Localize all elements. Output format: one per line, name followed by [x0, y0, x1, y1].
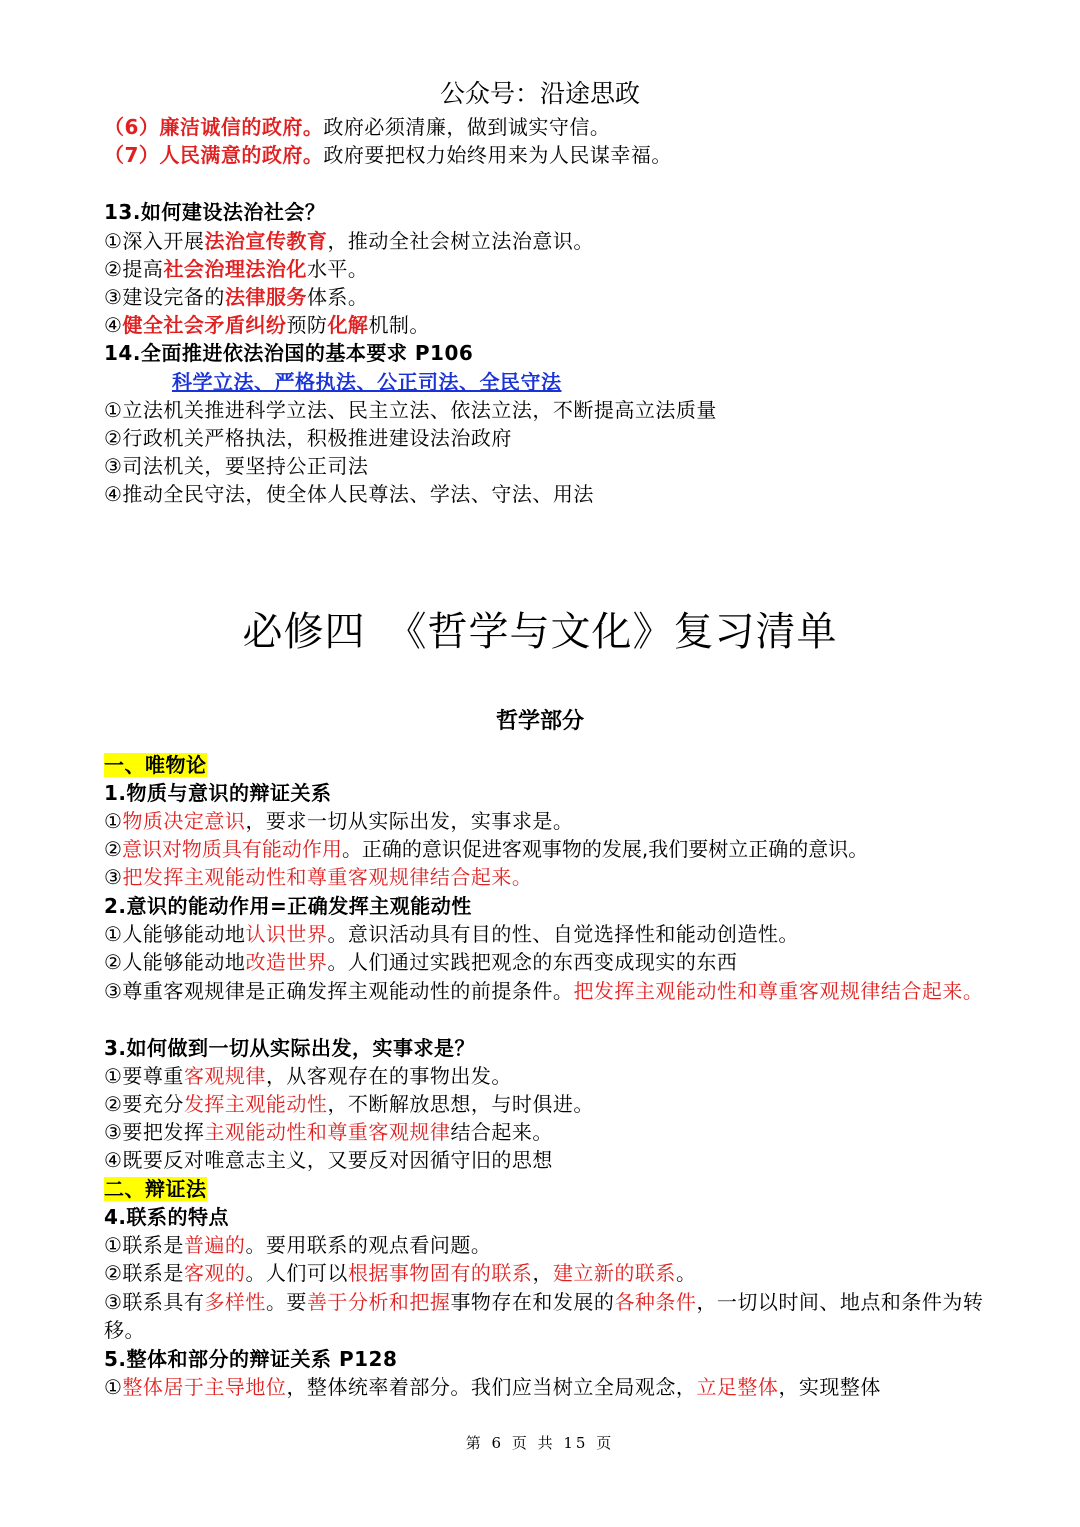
text: ①人能够能动地 — [104, 922, 246, 946]
q14-item-4: ④推动全民守法，使全体人民尊法、学法、守法、用法 — [104, 482, 594, 506]
text: 。意识活动具有目的性、自觉选择性和能动创造性。 — [327, 922, 799, 946]
q5-item-1 — [104, 1373, 984, 1401]
highlight: 化解 — [327, 313, 369, 337]
q2-title: 2.意识的能动作用=正确发挥主观能动性 — [104, 894, 472, 918]
highlight: 建立新的联系 — [552, 1261, 676, 1285]
text: ， — [532, 1261, 553, 1285]
highlight: 善于分析和把握 — [306, 1290, 451, 1314]
text: ③要把发挥 — [104, 1120, 205, 1144]
q14-item-3: ③司法机关，要坚持公正司法 — [104, 454, 369, 478]
highlight: 法治宣传教育 — [204, 229, 328, 253]
gov-item-7 — [104, 141, 984, 169]
q2-item-3 — [104, 977, 984, 1005]
page-footer: 第 6 页 共 15 页 — [465, 1434, 615, 1452]
q3-item-4: ④既要反对唯意志主义，又要反对因循守旧的思想 — [104, 1148, 553, 1172]
q13-item-3 — [104, 283, 984, 311]
text: 结合起来。 — [450, 1120, 553, 1144]
part1-heading — [104, 751, 984, 779]
text: 预防 — [286, 313, 328, 337]
q13-item-4 — [104, 311, 984, 339]
text: 。 — [675, 1261, 697, 1285]
q1-item-2 — [104, 835, 984, 863]
text: ②人能够能动地 — [104, 950, 246, 974]
text: ②要充分 — [104, 1092, 184, 1116]
q13-item-1 — [104, 227, 984, 255]
text: ，不断解放思想，与时俱进。 — [327, 1092, 594, 1116]
q1-title: 1.物质与意识的辩证关系 — [104, 781, 332, 805]
highlight: 多样性 — [204, 1290, 266, 1314]
text: ①联系是 — [104, 1233, 184, 1257]
text: ③尊重客观规律是正确发挥主观能动性的前提条件。 — [104, 979, 574, 1003]
q3-item-1 — [104, 1062, 984, 1090]
q13-title: 13.如何建设法治社会？ — [104, 200, 326, 224]
highlight: 发挥主观能动性 — [183, 1092, 328, 1116]
main-title: 必修四 《哲学与文化》复习清单 — [242, 609, 838, 655]
highlight: 把发挥主观能动性和尊重客观规律结合起来。 — [122, 865, 533, 889]
q3-item-3 — [104, 1118, 984, 1146]
highlight: 改造世界 — [245, 950, 328, 974]
q3-item-2 — [104, 1090, 984, 1118]
highlight: 客观的 — [183, 1261, 246, 1285]
q5-title: 5.整体和部分的辩证关系 P128 — [104, 1347, 398, 1371]
q4-item-2 — [104, 1259, 984, 1287]
text: ，一切以时间、地点和条件为转移。 — [104, 1290, 984, 1342]
text: 。正确的意识促进客观事物的发展,我们要树立正确的意识。 — [341, 837, 869, 861]
q13-item-2 — [104, 255, 984, 283]
text: 。要 — [265, 1290, 307, 1314]
highlight: 根据事物固有的联系 — [347, 1261, 533, 1285]
section-title: 哲学部分 — [495, 709, 584, 734]
q1-item-3 — [104, 863, 984, 891]
highlight: 物质决定意识 — [122, 809, 246, 833]
q4-title: 4.联系的特点 — [104, 1205, 230, 1229]
part2-heading — [104, 1175, 984, 1203]
text: ②提高 — [104, 257, 164, 281]
text: ① — [104, 1375, 123, 1399]
text: ③建设完备的 — [104, 285, 225, 309]
highlight: 健全社会矛盾纠纷 — [122, 313, 287, 337]
text: ③ — [104, 865, 123, 889]
text: ①要尊重 — [104, 1064, 184, 1088]
q2-item-2 — [104, 948, 984, 976]
text: ① — [104, 809, 123, 833]
highlight: 普遍的 — [183, 1233, 246, 1257]
gov-item-6 — [104, 113, 984, 141]
q14-title: 14.全面推进依法治国的基本要求 P106 — [104, 341, 474, 365]
text: ，推动全社会树立法治意识。 — [327, 229, 594, 253]
highlight: 意识对物质具有能动作用 — [121, 837, 342, 861]
text: ，实现整体 — [778, 1375, 881, 1399]
highlight: 立足整体 — [696, 1375, 779, 1399]
highlight: 法律服务 — [224, 285, 307, 309]
text: 机制。 — [368, 313, 430, 337]
page-header: 公众号：沿途思政 — [439, 79, 640, 108]
q4-item-3 — [104, 1288, 984, 1344]
q14-subtitle — [172, 368, 1052, 396]
text: ，整体统率着部分。我们应当树立全局观念， — [286, 1375, 697, 1399]
text: ② — [104, 837, 122, 861]
text: 。人们可以 — [245, 1261, 348, 1285]
highlight: 主观能动性和尊重客观规律 — [204, 1120, 451, 1144]
text: ③联系具有 — [104, 1290, 205, 1314]
highlight: 各种条件 — [614, 1290, 697, 1314]
text: ，要求一切从实际出发，实事求是。 — [245, 809, 574, 833]
text: 水平。 — [306, 257, 369, 281]
highlight: 认识世界 — [245, 922, 328, 946]
q2-item-1 — [104, 920, 984, 948]
q14-item-1: ①立法机关推进科学立法、民主立法、依法立法，不断提高立法质量 — [104, 398, 717, 422]
text: 。人们通过实践把观念的东西变成现实的东西 — [327, 950, 738, 974]
text: ①深入开展 — [104, 229, 205, 253]
highlight: 整体居于主导地位 — [122, 1375, 287, 1399]
part2-heading-text: 二、辩证法 — [104, 1177, 207, 1201]
text: ，从客观存在的事物出发。 — [265, 1064, 512, 1088]
text: 。要用联系的观点看问题。 — [245, 1233, 492, 1257]
text: 体系。 — [306, 285, 369, 309]
gov-item-6-text: 政府必须清廉，做到诚实守信。 — [323, 115, 611, 139]
q1-item-1 — [104, 807, 984, 835]
q3-title: 3.如何做到一切从实际出发，实事求是？ — [104, 1036, 476, 1060]
text: ②联系是 — [104, 1261, 184, 1285]
text: 事物存在和发展的 — [450, 1290, 615, 1314]
text: ④ — [104, 313, 123, 337]
highlight: 客观规律 — [183, 1064, 266, 1088]
q14-item-2: ②行政机关严格执法，积极推进建设法治政府 — [104, 426, 512, 450]
highlight: 把发挥主观能动性和尊重客观规律结合起来。 — [573, 979, 984, 1003]
gov-item-7-text: 政府要把权力始终用来为人民谋幸福。 — [323, 143, 672, 167]
gov-item-6-key: （6）廉洁诚信的政府。 — [104, 115, 324, 139]
part1-heading-text: 一、唯物论 — [104, 753, 207, 777]
highlight: 社会治理法治化 — [163, 257, 307, 281]
gov-item-7-key: （7）人民满意的政府。 — [104, 143, 324, 167]
q14-subtitle-text: 科学立法、严格执法、公正司法、全民守法 — [172, 370, 562, 394]
q4-item-1 — [104, 1231, 984, 1259]
